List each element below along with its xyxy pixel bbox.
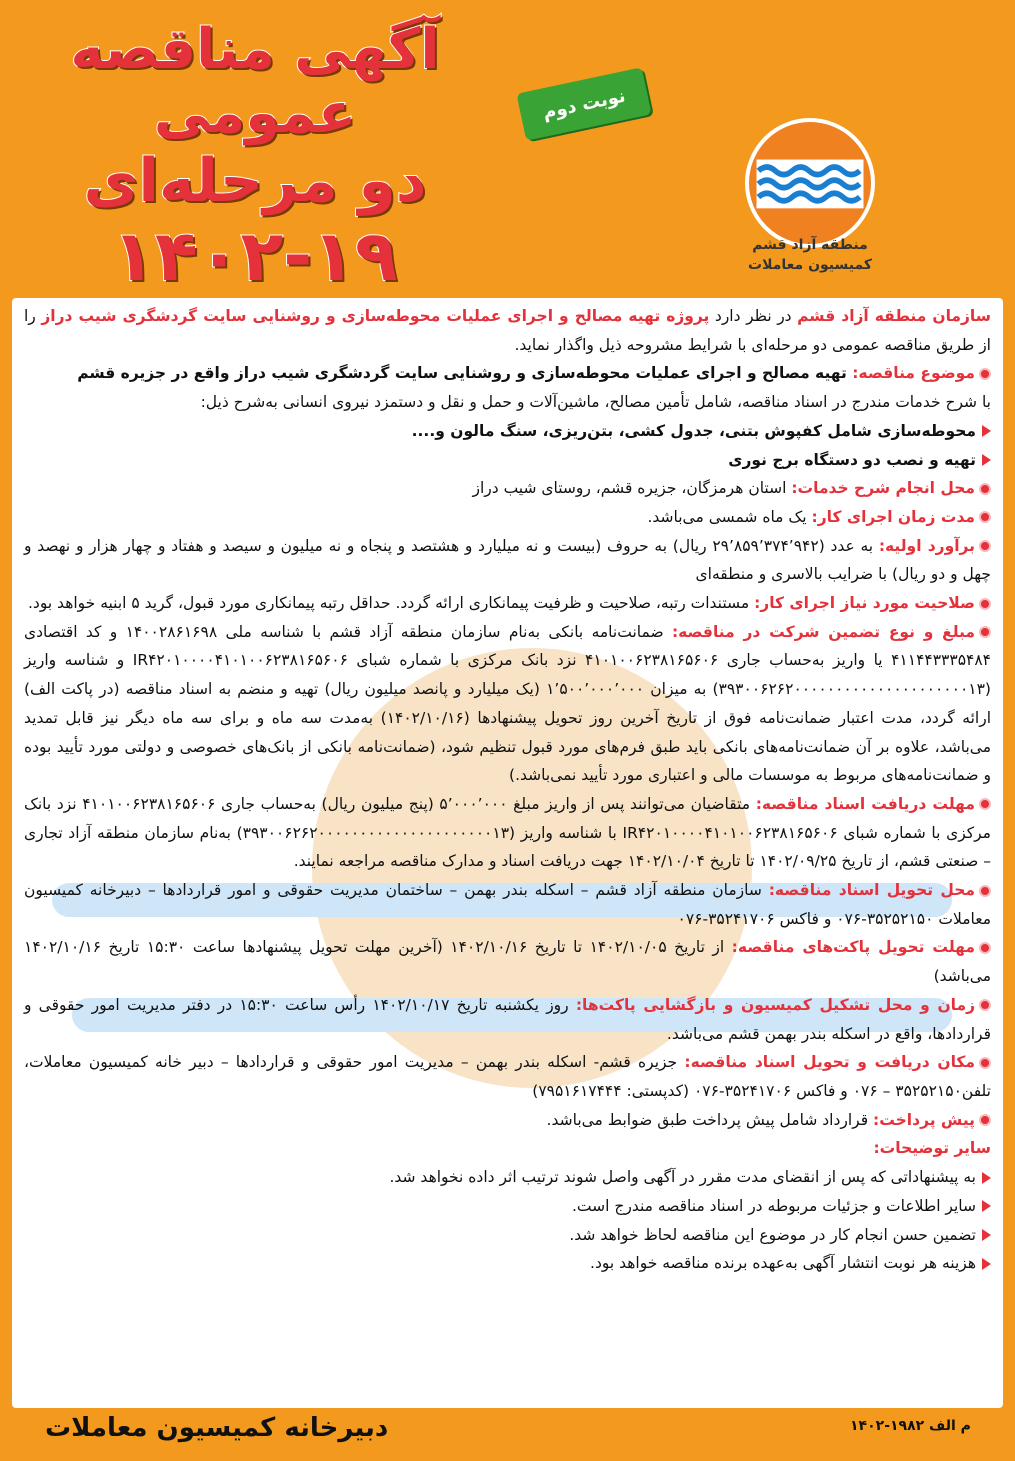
- org-name-under-logo: [715, 235, 905, 275]
- documents-item: [24, 790, 991, 876]
- note-1: [24, 1163, 991, 1192]
- place-item: [24, 474, 991, 503]
- announcement-title: [40, 18, 470, 296]
- location-item: [24, 1048, 991, 1105]
- duration-value: یک ماه شمسی می‌باشد.: [647, 507, 812, 526]
- subject-description: با شرح خدمات مندرج در اسناد مناقصه، شامل تأمین مصالح، ماشین‌آلات و حمل و نقل و دستمزد نیروی انسانی به‌شرح ذیل:: [200, 393, 991, 412]
- publication-code: م الف ۱۹۸۲-۱۴۰۲: [850, 1418, 971, 1434]
- opening-item: [24, 991, 991, 1048]
- sub-item-2: [24, 446, 991, 475]
- signature: دبیرخانه کمیسیون معاملات: [45, 1413, 389, 1443]
- bullet-icon: [979, 626, 991, 638]
- guarantee-item: [24, 618, 991, 790]
- opening-label: زمان و محل تشکیل کمیسیون و بازگشایی پاکت‌ها:: [575, 995, 976, 1014]
- bullet-icon: [979, 999, 991, 1011]
- bullet-icon: [979, 798, 991, 810]
- bullet-icon: [979, 511, 991, 523]
- bullet-icon: [979, 942, 991, 954]
- estimate-item: [24, 532, 991, 589]
- sub-item-1: [24, 417, 991, 446]
- duration-item: [24, 503, 991, 532]
- note-4: [24, 1249, 991, 1278]
- project-name: پروژه تهیه مصالح و اجرای عملیات محوطه‌سازی و روشنایی سایت گردشگری شیب دراز: [41, 307, 710, 325]
- note-2: [24, 1192, 991, 1221]
- org-line-2: کمیسیون معاملات: [748, 257, 872, 273]
- intro-tail: را از طریق مناقصه عمومی دو مرحله‌ای با شرایط مشروحه ذیل واگذار نماید.: [24, 307, 991, 354]
- prepayment-label: پیش پرداخت:: [873, 1110, 975, 1129]
- arrow-icon: [982, 454, 991, 466]
- place-value: استان هرمزگان، جزیره قشم، روستای شیب دراز: [472, 479, 792, 498]
- org-name: سازمان منطقه آزاد قشم: [797, 307, 991, 325]
- delivery-label: محل تحویل اسناد مناقصه:: [768, 881, 975, 900]
- bullet-icon: [979, 1057, 991, 1069]
- note-4-text: هزینه هر نوبت انتشار آگهی به‌عهده برنده مناقصه خواهد بود.: [590, 1254, 976, 1273]
- title-line-2: دو مرحله‌ای: [83, 146, 427, 216]
- announcement-body: [12, 298, 1003, 1408]
- qualification-value: مستندات رتبه، صلاحیت و ظرفیت پیمانکاری ارائه گردد. حداقل رتبه پیمانکاری مورد قبول، گرید ۵ ابنیه خواهد بود.: [27, 594, 755, 613]
- qeshm-logo-icon: [745, 118, 875, 248]
- prepayment-item: [24, 1106, 991, 1135]
- qualification-item: [24, 589, 991, 618]
- packets-label: مهلت تحویل پاکت‌های مناقصه:: [731, 938, 975, 957]
- arrow-icon: [982, 425, 991, 437]
- duration-label: مدت زمان اجرای کار:: [811, 507, 975, 526]
- estimate-label: برآورد اولیه:: [878, 536, 975, 555]
- subject-label: موضوع مناقصه:: [852, 364, 975, 383]
- packets-value: از تاریخ ۱۴۰۲/۱۰/۰۵ تا تاریخ ۱۴۰۲/۱۰/۱۶ (آخرین مهلت تحویل پیشنهادها ساعت ۱۵:۳۰ تاریخ ۱۴۰۲/۱۰/۱۶ می‌باشد): [24, 938, 991, 986]
- org-line-1: منطقه آزاد قشم: [752, 237, 868, 253]
- other-notes-heading: سایر توضیحات:: [873, 1139, 991, 1158]
- note-2-text: سایر اطلاعات و جزئیات مربوطه در اسناد مناقصه مندرج است.: [571, 1196, 976, 1215]
- sub-item-1-text: محوطه‌سازی شامل کفپوش بتنی، جدول کشی، بتن‌ریزی، سنگ مالون و....: [411, 421, 976, 440]
- subject-item: [24, 359, 991, 388]
- sub-item-2-text: تهیه و نصب دو دستگاه برج نوری: [728, 450, 976, 469]
- bullet-icon: [979, 1114, 991, 1126]
- arrow-icon: [982, 1172, 991, 1184]
- packets-item: [24, 933, 991, 990]
- documents-value: متقاضیان می‌توانند پس از واریز مبلغ ۵٬۰۰۰٬۰۰۰ (پنج میلیون ریال) به‌حساب جاری ۴۱۰۱۰۰۶۲۳۸۱۶۵۶۰۶ نزد بانک مرکزی با شماره شبای IR۴۲۰۱۰۰۰۰۴۱۰۱۰۰۶۲۳۸۱۶۵۶۰۶ با شناسه واریز (۳۹۳۰۰۶۲۶۲۰۰۰۰۰۰۰۰۰۰۰۰۰۰۰۰۰۰۰۰۰۱۳) به‌نام سازمان منطقه آزاد تجاری – صنعتی قشم، از تاریخ ۱۴۰۲/۰۹/۲۵ تا تاریخ ۱۴۰۲/۱۰/۰۴ جهت دریافت اسناد و مدارک مناقصه مراجعه نمایند.: [24, 794, 991, 871]
- bullet-icon: [979, 885, 991, 897]
- note-1-text: به پیشنهاداتی که پس از انقضای مدت مقرر در آگهی واصل شوند ترتیب اثر داده نخواهد شد.: [389, 1168, 976, 1187]
- bullet-icon: [979, 483, 991, 495]
- delivery-value: سازمان منطقه آزاد قشم – اسکله بندر بهمن – ساختمان مدیریت حقوقی و امور قراردادها – دبیرخانه کمیسیون معاملات ۳۵۲۵۲۱۵۰-۰۷۶ و فاکس ۳۵۲۴۱۷۰۶-۰۷۶: [24, 881, 991, 928]
- note-3: [24, 1221, 991, 1250]
- intro-paragraph: [24, 302, 991, 359]
- documents-label: مهلت دریافت اسناد مناقصه:: [755, 794, 975, 813]
- delivery-item: [24, 876, 991, 933]
- location-value: جزیره قشم- اسکله بندر بهمن – مدیریت امور حقوقی و قراردادها – دبیر خانه کمیسیون معاملات، تلفن۳۵۲۵۲۱۵۰ – ۰۷۶ و فاکس ۳۵۲۴۱۷۰۶-۰۷۶ (کدپستی: ۷۹۵۱۶۱۷۴۴۴): [24, 1053, 991, 1100]
- note-3-text: تضمین حسن انجام کار در موضوع این مناقصه لحاظ خواهد شد.: [569, 1225, 976, 1244]
- arrow-icon: [982, 1229, 991, 1241]
- round-badge: نوبت دوم: [516, 67, 651, 141]
- bullet-icon: [979, 540, 991, 552]
- title-line-1: آگهی مناقصه عمومی: [70, 17, 440, 146]
- qualification-label: صلاحیت مورد نیاز اجرای کار:: [754, 594, 975, 613]
- intro-mid: در نظر دارد: [709, 307, 798, 325]
- title-line-3: ۱۴۰۲-۱۹: [112, 215, 398, 297]
- guarantee-label: مبلغ و نوع تضمین شرکت در مناقصه:: [671, 622, 976, 641]
- announcement-text: [12, 298, 1003, 1278]
- place-label: محل انجام شرح خدمات:: [791, 479, 975, 498]
- bullet-icon: [979, 598, 991, 610]
- location-label: مکان دریافت و تحویل اسناد مناقصه:: [684, 1053, 975, 1072]
- opening-value: روز یکشنبه تاریخ ۱۴۰۲/۱۰/۱۷ رأس ساعت ۱۵:۳۰ در دفتر مدیریت امور حقوقی و قراردادها، واقع در اسکله بندر بهمن قشم می‌باشد.: [24, 995, 991, 1043]
- guarantee-value: ضمانت‌نامه بانکی به‌نام سازمان منطقه آزاد قشم با شناسه ملی ۱۴۰۰۲۸۶۱۶۹۸ و کد اقتصادی ۴۱۱۴۴۳۳۳۵۴۸۴ یا واریز به‌حساب جاری ۴۱۰۱۰۰۶۲۳۸۱۶۵۶۰۶ نزد بانک مرکزی با شماره شبای IR۴۲۰۱۰۰۰۰۴۱۰۱۰۰۶۲۳۸۱۶۵۶۰۶ و شناسه واریز (۳۹۳۰۰۶۲۶۲۰۰۰۰۰۰۰۰۰۰۰۰۰۰۰۰۰۰۰۰۰۱۳) به میزان ۱٬۵۰۰٬۰۰۰٬۰۰۰ (یک میلیارد و پانصد میلیون ریال) تهیه و منضم به اسناد مناقصه (در پاکت الف) ارائه گردد، مدت اعتبار ضمانت‌نامه فوق از تاریخ آخرین روز تحویل پیشنهادها (۱۴۰۲/۱۰/۱۶) به‌مدت سه ماه و برای سه ماه دیگر نیز قابل تمدید می‌باشد، علاوه بر آن ضمانت‌نامه‌های بانکی باید طبق فرم‌های مورد قبول تنظیم شود، (ضمانت‌نامه بانکی از بانک‌های خصوصی و دولتی مورد تأیید بوده و ضمانت‌نامه‌های مربوط به موسسات مالی و اعتباری مورد تأیید نمی‌باشد.): [24, 622, 992, 785]
- estimate-value: به عدد (۲۹٬۸۵۹٬۳۷۴٬۹۴۲ ریال) به حروف (بیست و نه میلیارد و هشتصد و پنجاه و نه میلیون و سیصد و هفتاد و چهار هزار و نهصد و چهل و دو ریال) با ضرایب بالاسری و منطقه‌ای: [24, 536, 991, 584]
- subject-value: تهیه مصالح و اجرای عملیات محوطه‌سازی و روشنایی سایت گردشگری شیب دراز واقع در جزیره قشم: [77, 364, 853, 383]
- prepayment-value: قرارداد شامل پیش پرداخت طبق ضوابط می‌باشد.: [546, 1110, 874, 1129]
- arrow-icon: [982, 1200, 991, 1212]
- bullet-icon: [979, 368, 991, 380]
- arrow-icon: [982, 1258, 991, 1270]
